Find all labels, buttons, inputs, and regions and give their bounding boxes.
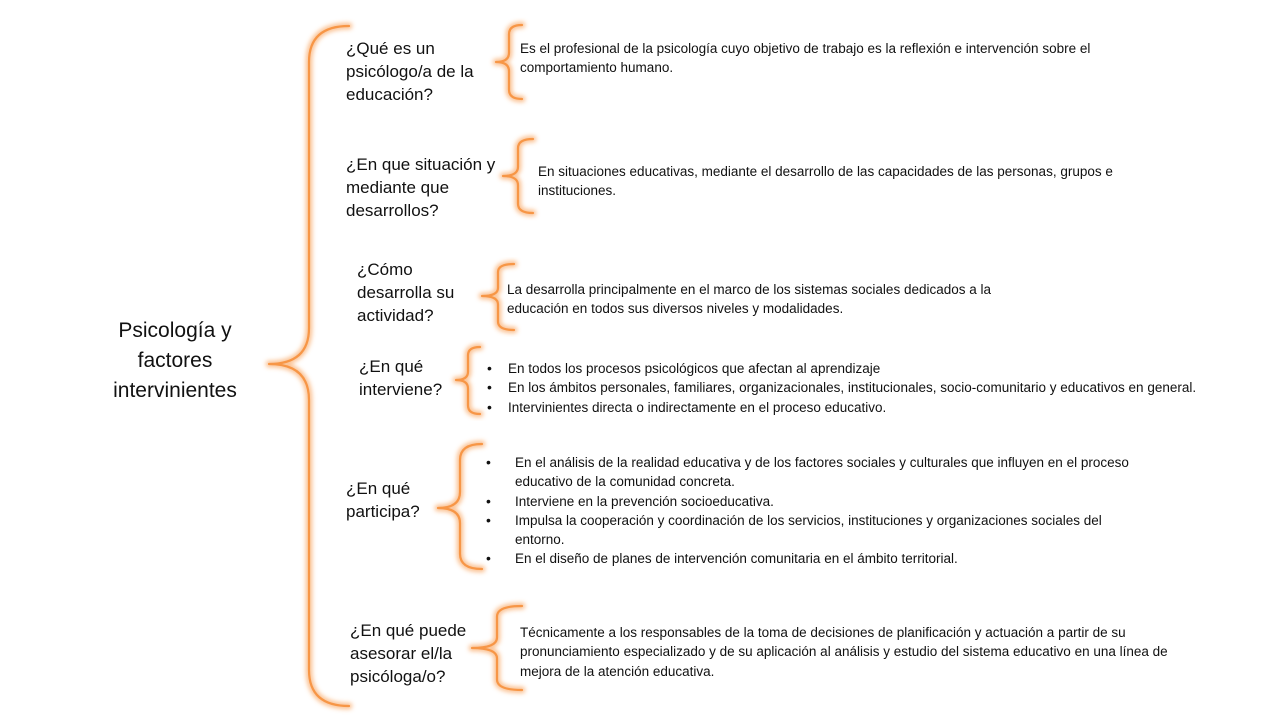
question-6: ¿En qué puede asesorar el/la psicóloga/o? <box>350 621 467 686</box>
question-3: ¿Cómo desarrolla su actividad? <box>357 260 455 325</box>
list-item: • Impulsa la cooperación y coordinación de los servicios, instituciones y organizaciones sociales del entorno. <box>486 511 1102 548</box>
answer-2: En situaciones educativas, mediante el desarrollo de las capacidades de las personas, grupos e instituciones. <box>538 164 1113 199</box>
bullet-icon: • <box>487 360 492 376</box>
answer-3: La desarrolla principalmente en el marco de los sistemas sociales dedicados a la educación en todos sus diversos niveles y modalidades. <box>507 282 992 317</box>
question-4: ¿En qué interviene? <box>359 357 443 399</box>
bullet-icon: • <box>487 379 492 396</box>
answer-4-list <box>483 359 1273 417</box>
answer-1: Es el profesional de la psicología cuyo objetivo de trabajo es la reflexión e intervención sobre el comportamiento humano. <box>520 41 1091 76</box>
question-5: ¿En qué participa? <box>346 479 420 521</box>
root-topic: Psicología y factores intervinientes <box>113 319 237 402</box>
answer-5-list <box>482 453 1137 569</box>
answer-6: Técnicamente a los responsables de la toma de decisiones de planificación y actuación a partir de su pronunciamiento especializado y de su aplicación al análisis y estudio del sistema educativo en una línea de mejora de la atención educativa. <box>520 625 1168 679</box>
brace-2 <box>503 139 533 213</box>
list-item: • En los ámbitos personales, familiares, organizacionales, institucionales, socio-comunitario y educativos en general. <box>483 378 1273 397</box>
bullet-icon: • <box>487 398 492 415</box>
brace-4 <box>456 347 480 414</box>
question-1: ¿Qué es un psicólogo/a de la educación? <box>346 39 474 104</box>
bullet-icon: • <box>486 454 491 470</box>
question-2: ¿En que situación y mediante que desarrollos? <box>346 155 496 220</box>
bullet-icon: • <box>486 492 491 509</box>
list-item: • Intervinientes directa o indirectamente en el proceso educativo. <box>483 398 1273 417</box>
list-item: • En el diseño de planes de intervención comunitaria en el ámbito territorial. <box>482 549 1137 568</box>
root-brace <box>269 26 349 706</box>
list-item: • En el análisis de la realidad educativa y de los factores sociales y culturales que influyen en el proceso educativo de la comunidad concreta. <box>486 454 1129 490</box>
list-item: • Interviene en la prevención socioeducativa. <box>482 492 1137 511</box>
brace-1 <box>496 25 522 99</box>
bullet-icon: • <box>486 511 491 528</box>
bullet-icon: • <box>486 550 491 567</box>
list-item: • En todos los procesos psicológicos que afectan al aprendizaje <box>483 359 1273 378</box>
